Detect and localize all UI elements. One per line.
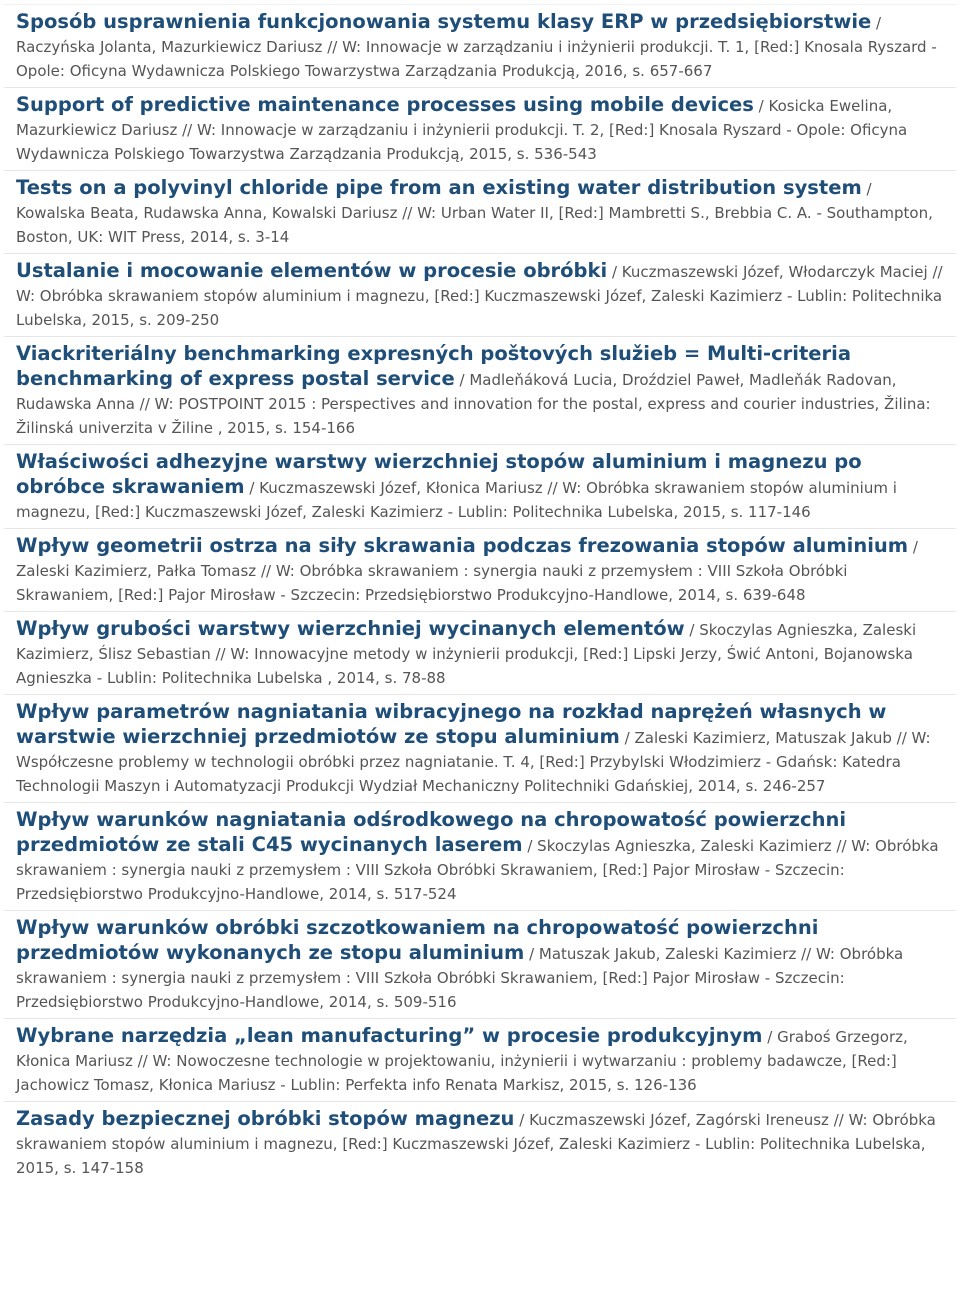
entry-text bbox=[16, 259, 944, 332]
publication-title-link[interactable]: Zasady bezpiecznej obróbki stopów magnezu bbox=[16, 1107, 515, 1130]
publication-entry bbox=[4, 910, 956, 1018]
publication-entry bbox=[4, 336, 956, 444]
publication-title-link[interactable]: Wpływ grubości warstwy wierzchniej wycinanych elementów bbox=[16, 617, 685, 640]
publication-citation: Zaleski Kazimierz, Matuszak Jakub // W: Współczesne problemy w technologii obróbki przez nagniatanie. T. 4, [Red:] Przybylski Włodzimierz - Gdańsk: Katedra Technologii Maszyn i Automatyzacji Produkcji Wydział Mechaniczny Politechniki Gdańskiej, 2014, s. 246-257 bbox=[16, 729, 931, 795]
publication-citation: Raczyńska Jolanta, Mazurkiewicz Dariusz // W: Innowacje w zarządzaniu i inżynierii produkcji. T. 1, [Red:] Knosala Ryszard - Opole: Oficyna Wydawnicza Polskiego Towarzystwa Zarządzania Produkcją, 2016, s. 657-667 bbox=[16, 38, 937, 80]
entry-text bbox=[16, 176, 944, 249]
separator: / bbox=[912, 538, 918, 556]
publication-entry bbox=[4, 1018, 956, 1101]
publication-entry bbox=[4, 87, 956, 170]
publication-title-link[interactable]: Wpływ warunków obróbki szczotkowaniem na chropowatość powierzchni przedmiotów wykonanych ze stopu aluminium bbox=[16, 916, 819, 964]
publication-entry bbox=[4, 4, 956, 87]
publication-title-link[interactable]: Ustalanie i mocowanie elementów w procesie obróbki bbox=[16, 259, 608, 282]
separator: / bbox=[624, 729, 630, 747]
publication-entry bbox=[4, 802, 956, 910]
entry-text bbox=[16, 1107, 944, 1180]
entry-text bbox=[16, 808, 944, 906]
publication-entry bbox=[4, 528, 956, 611]
separator: / bbox=[758, 97, 764, 115]
publication-title-link[interactable]: Sposób usprawnienia funkcjonowania systemu klasy ERP w przedsiębiorstwie bbox=[16, 10, 872, 33]
separator: / bbox=[611, 263, 618, 281]
publication-title-link[interactable]: Wpływ parametrów nagniatania wibracyjnego na rozkład naprężeń własnych w warstwie wierzchniej przedmiotów ze stopu aluminium bbox=[16, 700, 887, 748]
publication-citation: Kuczmaszewski Józef, Włodarczyk Maciej // W: Obróbka skrawaniem stopów aluminium i magnezu, [Red:] Kuczmaszewski Józef, Zaleski Kazimierz - Lublin: Politechnika Lubelska, 2015, s. 209-250 bbox=[16, 263, 943, 329]
publication-citation: Kuczmaszewski Józef, Zagórski Ireneusz // W: Obróbka skrawaniem stopów aluminium i magnezu, [Red:] Kuczmaszewski Józef, Zaleski Kazimierz - Lublin: Politechnika Lubelska, 2015, s. 147-158 bbox=[16, 1111, 936, 1177]
separator: / bbox=[249, 479, 255, 497]
publication-title-link[interactable]: Wpływ geometrii ostrza na siły skrawania podczas frezowania stopów aluminium bbox=[16, 534, 909, 557]
entry-text bbox=[16, 617, 944, 690]
separator: / bbox=[767, 1028, 773, 1046]
publication-citation: Kosicka Ewelina, Mazurkiewicz Dariusz // W: Innowacje w zarządzaniu i inżynierii produkcji. T. 2, [Red:] Knosala Ryszard - Opole: Oficyna Wydawnicza Polskiego Towarzystwa Zarządzania Produkcją, 2015, s. 536-543 bbox=[16, 97, 908, 163]
publication-title-link[interactable]: Właściwości adhezyjne warstwy wierzchniej stopów aluminium i magnezu po obróbce skrawaniem bbox=[16, 450, 862, 498]
entry-text bbox=[16, 93, 944, 166]
publication-entry bbox=[4, 170, 956, 253]
publication-citation: Graboś Grzegorz, Kłonica Mariusz // W: Nowoczesne technologie w projektowaniu, inżynierii i wytwarzaniu : problemy badawcze, [Red:] Jachowicz Tomasz, Kłonica Mariusz - Lublin: Perfekta info Renata Markisz, 2015, s. 126-136 bbox=[16, 1028, 908, 1094]
publication-entry bbox=[4, 444, 956, 528]
publication-citation: Matuszak Jakub, Zaleski Kazimierz // W: Obróbka skrawaniem : synergia nauki z przemysłem : VIII Szkoła Obróbki Skrawaniem, [Red:] Pajor Mirosław - Szczecin: Przedsiębiorstwo Produkcyjno-Handlowe, 2014, s. 509-516 bbox=[16, 945, 904, 1011]
publication-title-link[interactable]: Wpływ warunków nagniatania odśrodkowego na chropowatość powierzchni przedmiotów ze stali C45 wycinanych laserem bbox=[16, 808, 847, 856]
publication-title-link[interactable]: Wybrane narzędzia „lean manufacturing” w procesie produkcyjnym bbox=[16, 1024, 763, 1047]
publication-title-link[interactable]: Tests on a polyvinyl chloride pipe from an existing water distribution system bbox=[16, 176, 862, 199]
entry-text bbox=[16, 10, 944, 83]
entry-text bbox=[16, 450, 944, 524]
publication-citation: Kuczmaszewski Józef, Kłonica Mariusz // W: Obróbka skrawaniem stopów aluminium i magnezu, [Red:] Kuczmaszewski Józef, Zaleski Kazimierz - Lublin: Politechnika Lubelska, 2015, s. 117-146 bbox=[16, 479, 897, 521]
entry-text bbox=[16, 700, 944, 798]
separator: / bbox=[866, 180, 872, 198]
publication-entry bbox=[4, 694, 956, 802]
entry-text bbox=[16, 916, 944, 1014]
entry-text bbox=[16, 1024, 944, 1097]
separator: / bbox=[689, 621, 695, 639]
entry-text bbox=[16, 342, 944, 440]
separator: / bbox=[529, 945, 535, 963]
entry-text bbox=[16, 534, 944, 607]
publication-title-link[interactable]: Viackriteriálny benchmarking expresných poštových služieb = Multi-criteria benchmarking of express postal service bbox=[16, 342, 851, 390]
publication-entry bbox=[4, 611, 956, 694]
publication-citation: Skoczylas Agnieszka, Zaleski Kazimierz // W: Obróbka skrawaniem : synergia nauki z przemysłem : VIII Szkoła Obróbki Skrawaniem, [Red:] Pajor Mirosław - Szczecin: Przedsiębiorstwo Produkcyjno-Handlowe, 2014, s. 517-524 bbox=[16, 837, 939, 903]
separator: / bbox=[876, 14, 882, 32]
publication-entry bbox=[4, 253, 956, 336]
separator: / bbox=[519, 1111, 525, 1129]
publication-citation: Madleňáková Lucia, Droździel Paweł, Madleňák Radovan, Rudawska Anna // W: POSTPOINT 2015 : Perspectives and innovation for the postal, express and courier industries, Žilina: Žilinská univerzita v Žiline , 2015, s. 154-166 bbox=[16, 371, 931, 437]
publication-citation: Kowalska Beata, Rudawska Anna, Kowalski Dariusz // W: Urban Water II, [Red:] Mambretti S., Brebbia C. A. - Southampton, Boston, UK: WIT Press, 2014, s. 3-14 bbox=[16, 204, 933, 246]
publication-entry bbox=[4, 1101, 956, 1184]
publication-title-link[interactable]: Support of predictive maintenance processes using mobile devices bbox=[16, 93, 754, 116]
separator: / bbox=[459, 371, 465, 389]
separator: / bbox=[527, 837, 533, 855]
publication-citation: Skoczylas Agnieszka, Zaleski Kazimierz, Ślisz Sebastian // W: Innowacyjne metody w inżynierii produkcji, [Red:] Lipski Jerzy, Świć Antoni, Bojanowska Agnieszka - Lublin: Politechnika Lubelska , 2014, s. 78-88 bbox=[16, 621, 917, 687]
publication-citation: Zaleski Kazimierz, Pałka Tomasz // W: Obróbka skrawaniem : synergia nauki z przemysłem : VIII Szkoła Obróbki Skrawaniem, [Red:] Pajor Mirosław - Szczecin: Przedsiębiorstwo Produkcyjno-Handlowe, 2014, s. 639-648 bbox=[16, 562, 848, 604]
